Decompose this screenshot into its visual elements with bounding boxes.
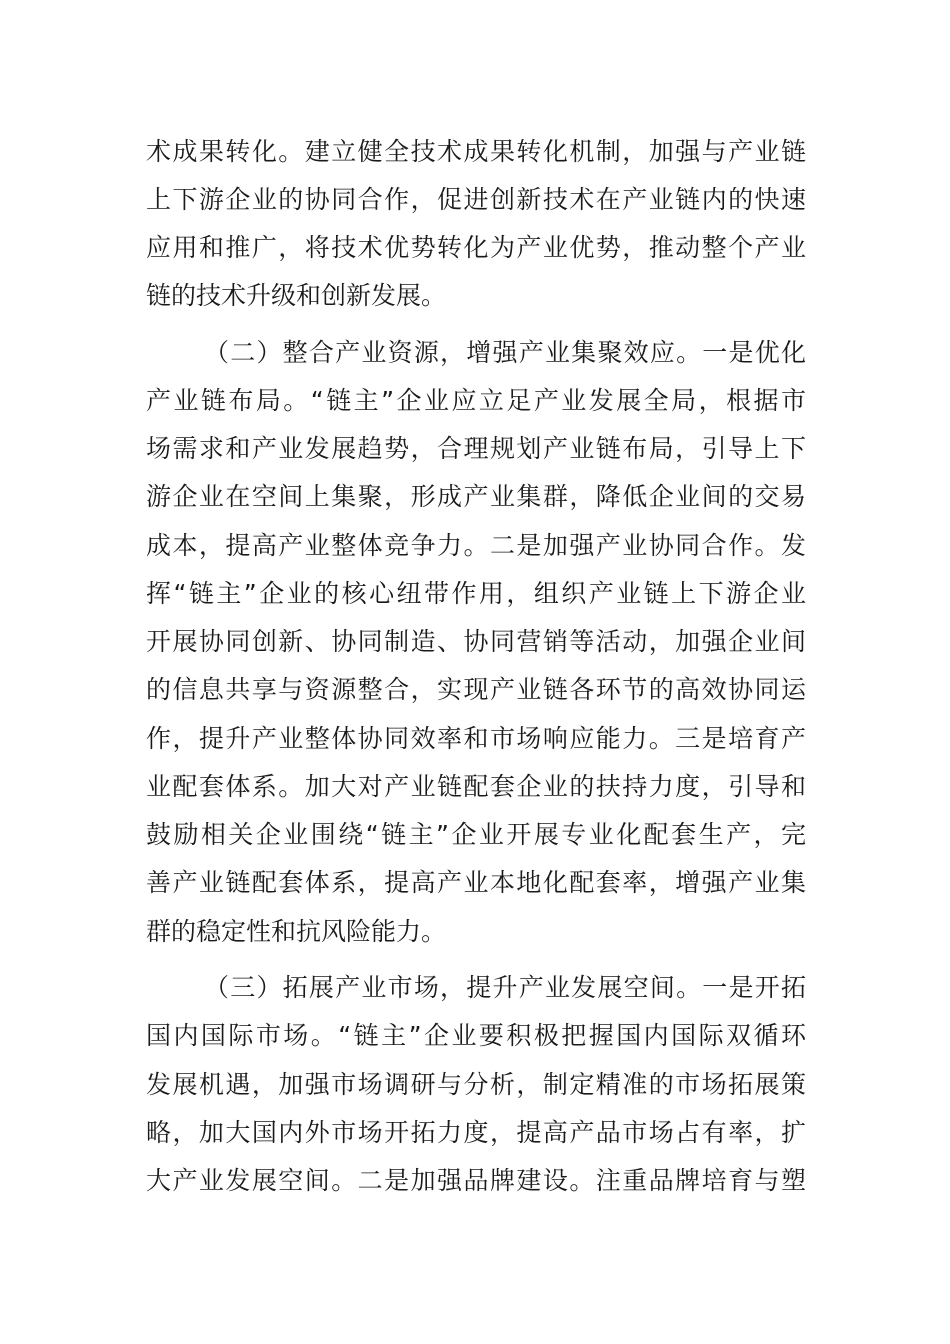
text-line: 群的稳定性和抗风险能力。 — [146, 917, 447, 946]
text-line: 应用和推广，将技术优势转化为产业优势，推动整个产业 — [146, 233, 806, 262]
text-line: 术成果转化。建立健全技术成果转化机制，加强与产业链 — [146, 137, 806, 166]
text-line: 的信息共享与资源整合，实现产业链各环节的高效协同运 — [146, 675, 806, 704]
text-line: 业配套体系。加大对产业链配套企业的扶持力度，引导和 — [146, 772, 806, 801]
text-line: 挥“链主”企业的核心纽带作用，组织产业链上下游企业 — [146, 579, 806, 608]
text-line: 鼓励相关企业围绕“链主”企业开展专业化配套生产，完 — [146, 820, 806, 849]
text-line: 游企业在空间上集聚，形成产业集群，降低企业间的交易 — [146, 482, 806, 511]
text-line: 上下游企业的协同合作，促进创新技术在产业链内的快速 — [146, 185, 806, 214]
text-line: 开展协同创新、协同制造、协同营销等活动，加强企业间 — [146, 627, 806, 656]
text-line: （三）拓展产业市场，提升产业发展空间。一是开拓 — [204, 973, 806, 1002]
text-line: 产业链布局。“链主”企业应立足产业发展全局，根据市 — [146, 386, 806, 415]
text-line: 大产业发展空间。二是加强品牌建设。注重品牌培育与塑 — [146, 1166, 806, 1195]
text-line: 发展机遇，加强市场调研与分析，制定精准的市场拓展策 — [146, 1070, 806, 1099]
text-line: 场需求和产业发展趋势，合理规划产业链布局，引导上下 — [146, 434, 806, 463]
text-line: 善产业链配套体系，提高产业本地化配套率，增强产业集 — [146, 868, 806, 897]
text-line: 国内国际市场。“链主”企业要积极把握国内国际双循环 — [146, 1021, 806, 1050]
text-line: 链的技术升级和创新发展。 — [146, 281, 447, 310]
text-line: 略，加大国内外市场开拓力度，提高产品市场占有率，扩 — [146, 1118, 806, 1147]
text-line: 成本，提高产业整体竞争力。二是加强产业协同合作。发 — [146, 531, 806, 560]
text-line: 作，提升产业整体协同效率和市场响应能力。三是培育产 — [146, 724, 806, 753]
text-line: （二）整合产业资源，增强产业集聚效应。一是优化 — [204, 338, 806, 367]
